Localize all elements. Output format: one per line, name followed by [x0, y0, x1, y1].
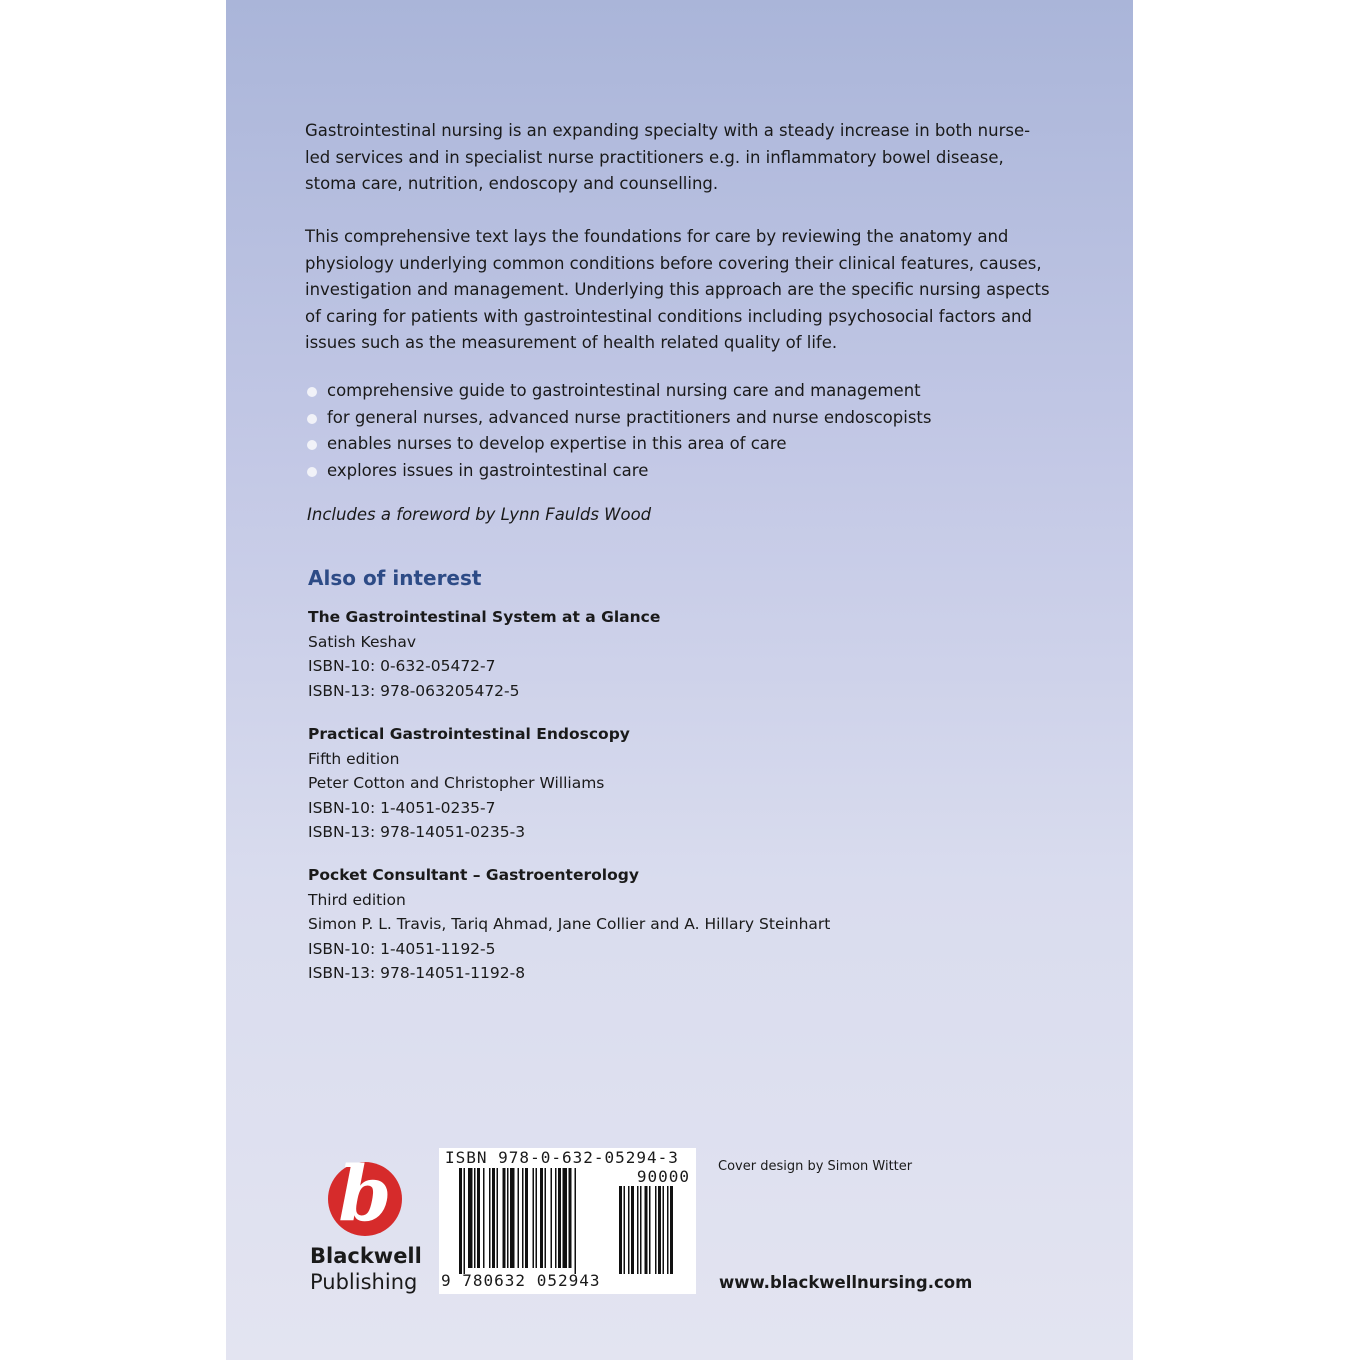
list-item: for general nurses, advanced nurse practitioners and nurse endoscopists — [305, 405, 932, 432]
barcode-bar — [522, 1168, 524, 1268]
barcode-price-code: 90000 — [636, 1167, 690, 1186]
cover-credit: Cover design by Simon Witter — [718, 1159, 913, 1174]
barcode-bar — [483, 1168, 485, 1268]
website-url: www.blackwellnursing.com — [719, 1273, 973, 1292]
barcode-bar — [575, 1168, 577, 1274]
isbn-barcode — [439, 1148, 696, 1294]
barcode-addon-bar — [645, 1186, 648, 1274]
list-item: comprehensive guide to gastrointestinal nursing care and management — [305, 378, 932, 405]
barcode-addon-bar — [649, 1186, 651, 1274]
barcode-bar — [474, 1168, 476, 1268]
barcode-bar — [477, 1168, 480, 1268]
book-edition: Third edition — [308, 890, 406, 909]
barcode-bar — [558, 1168, 561, 1268]
barcode-bar — [525, 1168, 528, 1268]
barcode-addon-bar — [658, 1186, 661, 1274]
book-authors: Peter Cotton and Christopher Williams — [308, 774, 605, 792]
barcode-isbn-text: ISBN 978-0-632-05294-3 — [445, 1148, 679, 1167]
barcode-addon-bar — [663, 1186, 665, 1274]
related-book-2 — [308, 722, 630, 845]
also-of-interest-heading: Also of interest — [308, 566, 482, 590]
barcode-bar — [464, 1168, 466, 1274]
related-book-3 — [308, 863, 830, 986]
barcode-bar — [533, 1168, 535, 1268]
barcode-bar — [555, 1168, 557, 1268]
bullet-icon — [307, 467, 317, 477]
related-book-1 — [308, 605, 660, 703]
book-isbn10: ISBN-10: 1-4051-0235-7 — [308, 798, 496, 817]
barcode-bar — [503, 1168, 506, 1268]
barcode-bar — [536, 1168, 538, 1268]
publisher-name: Blackwell — [310, 1244, 422, 1268]
bullet-icon — [307, 387, 317, 397]
barcode-bar — [459, 1168, 462, 1274]
barcode-bar — [507, 1168, 509, 1268]
barcode-bar — [540, 1168, 543, 1268]
bullet-icon — [307, 440, 317, 450]
barcode-bar — [518, 1168, 520, 1268]
book-isbn13: ISBN-13: 978-063205472-5 — [308, 681, 520, 700]
barcode-bar — [569, 1168, 572, 1268]
book-authors: Satish Keshav — [308, 632, 417, 651]
barcode-addon-bar — [619, 1186, 622, 1274]
book-edition: Fifth edition — [308, 749, 400, 768]
description-paragraph-2: This comprehensive text lays the foundations for care by reviewing the anatomy and physiology underlying common conditions before covering their clinical features, causes, investigation and management. Underlying this approach are the specific nursing aspects of caring for patients with gastrointestinal conditions including psychosocial factors and issues such as the measurement of health related quality of life. — [305, 227, 1050, 353]
bullet-icon — [307, 414, 317, 424]
barcode-bar — [497, 1168, 499, 1268]
book-isbn13: ISBN-13: 978-14051-0235-3 — [308, 823, 526, 841]
book-authors: Simon P. L. Travis, Tariq Ahmad, Jane Collier and A. Hillary Steinhart — [308, 915, 831, 933]
book-isbn10: ISBN-10: 1-4051-1192-5 — [308, 939, 496, 958]
barcode-bar — [510, 1168, 515, 1268]
description-paragraph-1: Gastrointestinal nursing is an expanding specialty with a steady increase in both nurse-led services and in specialist nurse practitioners e.g. in inflammatory bowel disease, stoma care, nutrition, endoscopy and counselling. — [305, 121, 1031, 194]
barcode-bar — [492, 1168, 495, 1268]
barcode-addon-bar — [628, 1186, 630, 1274]
barcode-bar — [563, 1168, 568, 1268]
barcode-addon-bar — [637, 1186, 639, 1274]
barcode-addon-bar — [670, 1186, 673, 1274]
book-title: The Gastrointestinal System at a Glance — [308, 608, 661, 626]
barcode-bar — [489, 1168, 491, 1268]
foreword-note: Includes a foreword by Lynn Faulds Wood — [307, 505, 652, 524]
publisher-name-secondary: Publishing — [310, 1270, 418, 1294]
barcode-addon-bar — [655, 1186, 657, 1274]
book-title: Pocket Consultant – Gastroenterology — [308, 866, 639, 884]
feature-list — [305, 378, 932, 484]
barcode-addon-bar — [624, 1186, 626, 1274]
book-isbn13: ISBN-13: 978-14051-1192-8 — [308, 964, 526, 982]
barcode-bar — [551, 1168, 553, 1268]
barcode-addon-bar — [667, 1186, 669, 1274]
book-title: Practical Gastrointestinal Endoscopy — [308, 725, 630, 743]
barcode-digits: 9 780632 052943 — [441, 1271, 601, 1290]
barcode-addon-bar — [631, 1186, 634, 1274]
list-item: enables nurses to develop expertise in this area of care — [305, 431, 932, 458]
logo-letter: b — [338, 1149, 392, 1238]
barcode-bar — [468, 1168, 473, 1268]
list-item: explores issues in gastrointestinal care — [305, 458, 932, 485]
barcode-addon-bar — [640, 1186, 642, 1274]
book-back-cover — [226, 0, 1133, 1360]
barcode-bar — [545, 1168, 547, 1268]
book-isbn10: ISBN-10: 0-632-05472-7 — [308, 657, 496, 675]
